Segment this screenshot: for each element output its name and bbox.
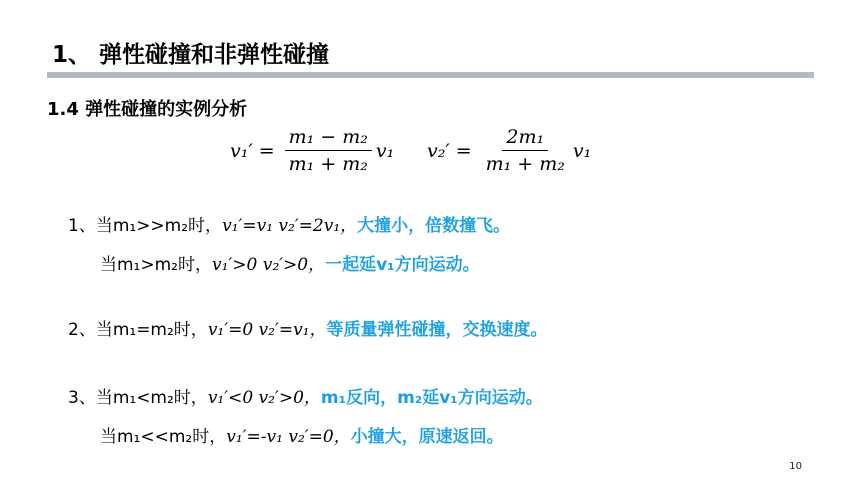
case-3b-result: 小撞大，原速返回。 [350,427,504,447]
formula-v2-lhs: v₂′ = [427,139,472,162]
page-number: 10 [789,461,802,472]
case-3-condition: 3、当m₁<m₂时， [68,388,208,408]
formula-v2-fraction [482,126,569,175]
case-3b-equation: v₁′=-v₁ v₂′=0， [226,427,351,447]
case-3b-condition: 当m₁<<m₂时， [100,427,227,447]
case-1b-result: 一起延v₁方向运动。 [325,255,480,275]
case-3-equation: v₁′<0 v₂′>0， [207,388,321,408]
case-2-result: 等质量弹性碰撞，交换速度。 [326,320,548,340]
formula-v1 [230,126,394,175]
case-line-1b [100,250,480,275]
case-line-1 [68,211,510,236]
formula-v2-rhs: v₁ [572,139,592,162]
case-1b-equation: v₁′>0 v₂′>0， [212,255,326,275]
case-2-condition: 2、当m₁=m₂时， [68,320,208,340]
case-3-result: m₁反向，m₂延v₁方向运动。 [320,388,543,408]
formula-v2-denominator: m₁ + m₂ [485,153,565,175]
formula-v1-lhs: v₁′ = [230,139,275,162]
case-line-3b [100,422,504,447]
case-2-equation: v₁′=0 v₂′=v₁， [207,320,327,340]
case-1b-condition: 当m₁>m₂时， [100,255,212,275]
case-1-condition: 1、当m₁>>m₂时， [68,216,223,236]
formula-v1-fraction [285,126,372,175]
case-1-result: 大撞小，倍数撞飞。 [357,216,511,236]
formula-v1-numerator: m₁ − m₂ [285,126,372,151]
formula-v2 [427,126,591,175]
page-title: 1、 弹性碰撞和非弹性碰撞 [52,42,330,68]
formula-v2-numerator: 2m₁ [502,126,548,151]
formula-v1-rhs: v₁ [375,139,395,162]
formula-v1-denominator: m₁ + m₂ [288,153,368,175]
case-line-2 [68,315,548,340]
case-line-3 [68,383,543,408]
title-divider [47,72,814,78]
section-subtitle: 1.4 弹性碰撞的实例分析 [47,99,248,120]
case-1-equation: v₁′=v₁ v₂′=2v₁， [222,216,358,236]
